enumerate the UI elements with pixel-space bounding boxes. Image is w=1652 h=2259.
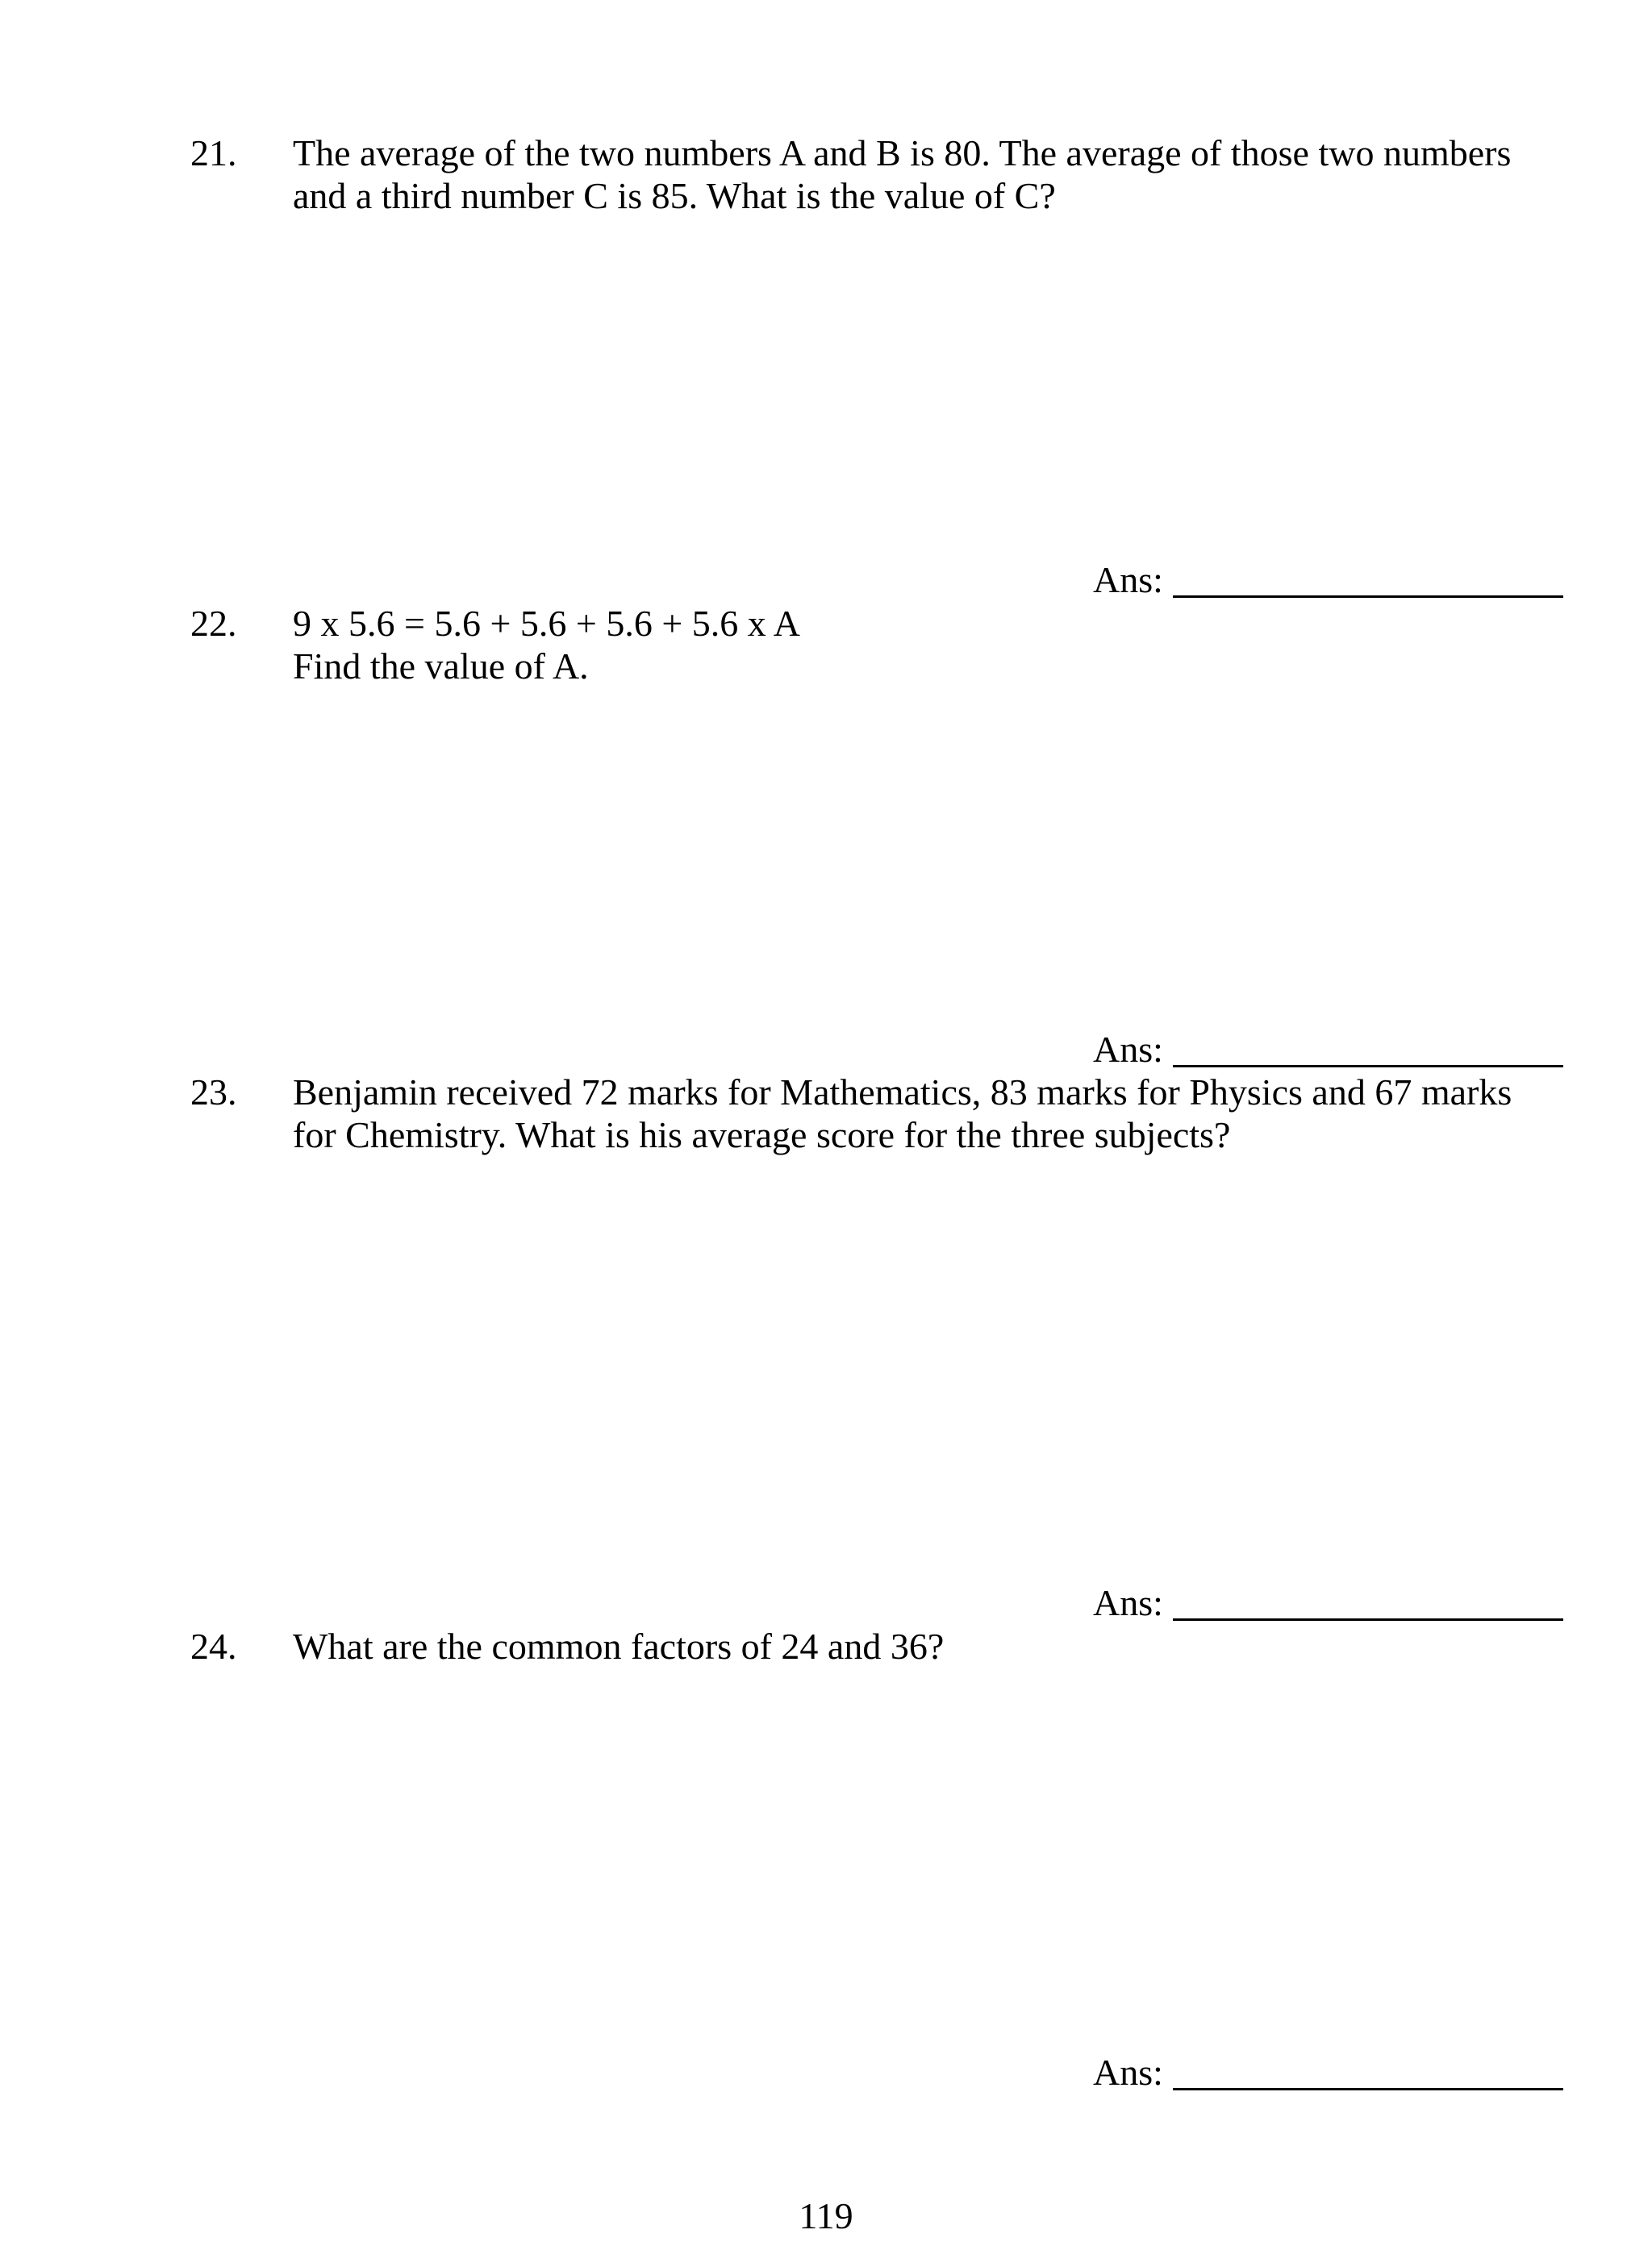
question-text-line: What are the common factors of 24 and 36?: [293, 1626, 945, 1667]
question-number: 24.: [190, 1626, 237, 1667]
answer-blank-line[interactable]: [1173, 1618, 1563, 1621]
question-text-line: Find the value of A.: [293, 645, 589, 687]
question-text-line: and a third number C is 85. What is the value of C?: [293, 175, 1056, 216]
answer-label: Ans:: [1093, 2052, 1163, 2093]
question-number: 21.: [190, 132, 237, 173]
answer-label: Ans:: [1093, 559, 1163, 600]
question-number: 22.: [190, 603, 237, 644]
answer-label: Ans:: [1093, 1029, 1163, 1070]
answer-blank-line[interactable]: [1173, 1065, 1563, 1067]
question-text-line: 9 x 5.6 = 5.6 + 5.6 + 5.6 + 5.6 x A: [293, 603, 800, 644]
answer-blank-line[interactable]: [1173, 595, 1563, 598]
question-text-line: for Chemistry. What is his average score for the three subjects?: [293, 1114, 1231, 1155]
question-number: 23.: [190, 1071, 237, 1113]
question-text-line: The average of the two numbers A and B is 80. The average of those two numbers: [293, 132, 1512, 173]
question-text-line: Benjamin received 72 marks for Mathematics, 83 marks for Physics and 67 marks: [293, 1071, 1512, 1113]
answer-label: Ans:: [1093, 1582, 1163, 1623]
page-number: 119: [799, 2195, 853, 2236]
answer-blank-line[interactable]: [1173, 2088, 1563, 2090]
